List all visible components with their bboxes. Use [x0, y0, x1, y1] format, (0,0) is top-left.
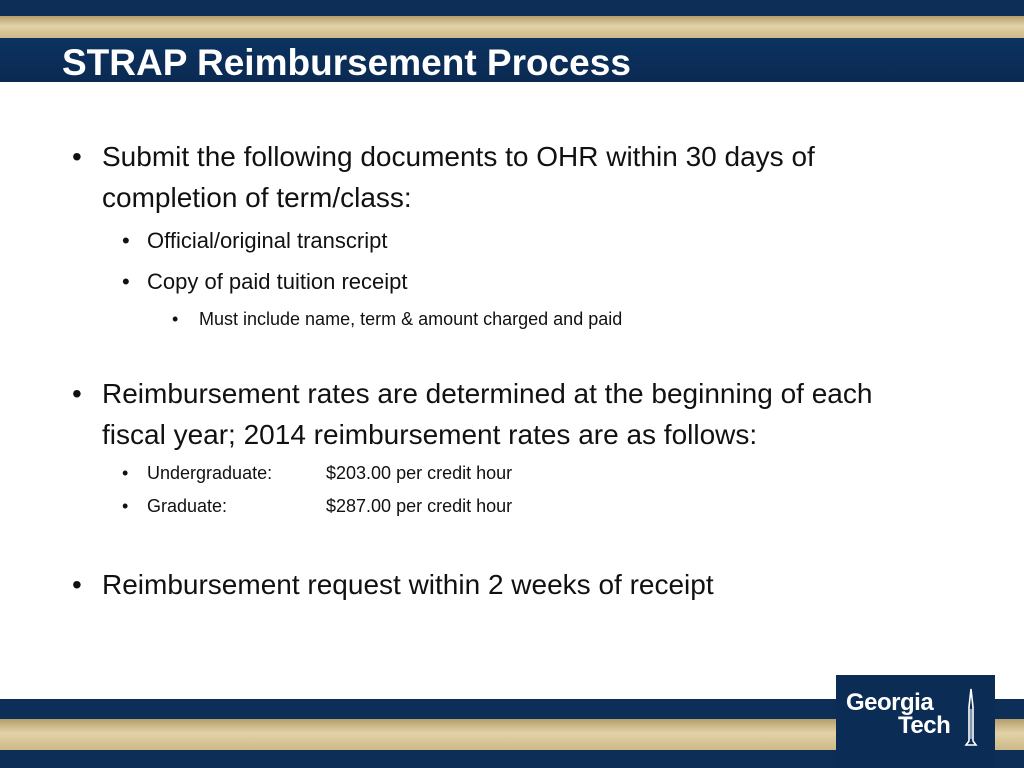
- logo-line2: Tech: [898, 712, 951, 739]
- bullet-dot: •: [122, 269, 130, 294]
- bullet-dot: •: [72, 569, 82, 600]
- bullet-dot: •: [122, 463, 129, 483]
- rate-label: Undergraduate:: [147, 463, 273, 483]
- bullet-reimbursement-rates: [72, 373, 972, 455]
- bullet-rates-text-line1: Reimbursement rates are determined at the beginning of each: [102, 378, 873, 409]
- georgia-tech-logo: [836, 675, 995, 768]
- bullet-submit-text-line1: Submit the following documents to OHR within 30 days of: [102, 141, 815, 172]
- bullet-submit-documents: [72, 136, 972, 218]
- bullet-request-text: Reimbursement request within 2 weeks of receipt: [102, 569, 714, 600]
- tech-tower-icon: [960, 687, 982, 749]
- bullet-dot: •: [72, 378, 82, 409]
- bullet-dot: •: [172, 309, 179, 329]
- slide-title: STRAP Reimbursement Process: [62, 42, 631, 83]
- rate-value: $203.00 per credit hour: [326, 463, 513, 483]
- bullet-rates-text-line2: fiscal year; 2014 reimbursement rates are as follows:: [102, 419, 758, 450]
- sub-bullet-text: Copy of paid tuition receipt: [147, 269, 408, 294]
- logo-line1: Georgia: [846, 689, 934, 716]
- sub-sub-bullet-text: Must include name, term & amount charged and paid: [199, 309, 623, 329]
- bullet-submit-text-line2: completion of term/class:: [102, 182, 412, 213]
- rate-undergraduate: [122, 460, 922, 486]
- sub-sub-bullet-receipt-details: [172, 306, 972, 332]
- rate-label: Graduate:: [147, 496, 228, 516]
- rate-value: $287.00 per credit hour: [326, 496, 513, 516]
- rate-graduate: [122, 493, 922, 519]
- bullet-reimbursement-request: [72, 564, 972, 605]
- bullet-dot: •: [72, 141, 82, 172]
- sub-bullet-transcript: [122, 226, 972, 256]
- bullet-dot: •: [122, 496, 129, 516]
- bullet-dot: •: [122, 228, 130, 253]
- sub-bullet-text: Official/original transcript: [147, 228, 388, 253]
- sub-bullet-receipt: [122, 267, 972, 297]
